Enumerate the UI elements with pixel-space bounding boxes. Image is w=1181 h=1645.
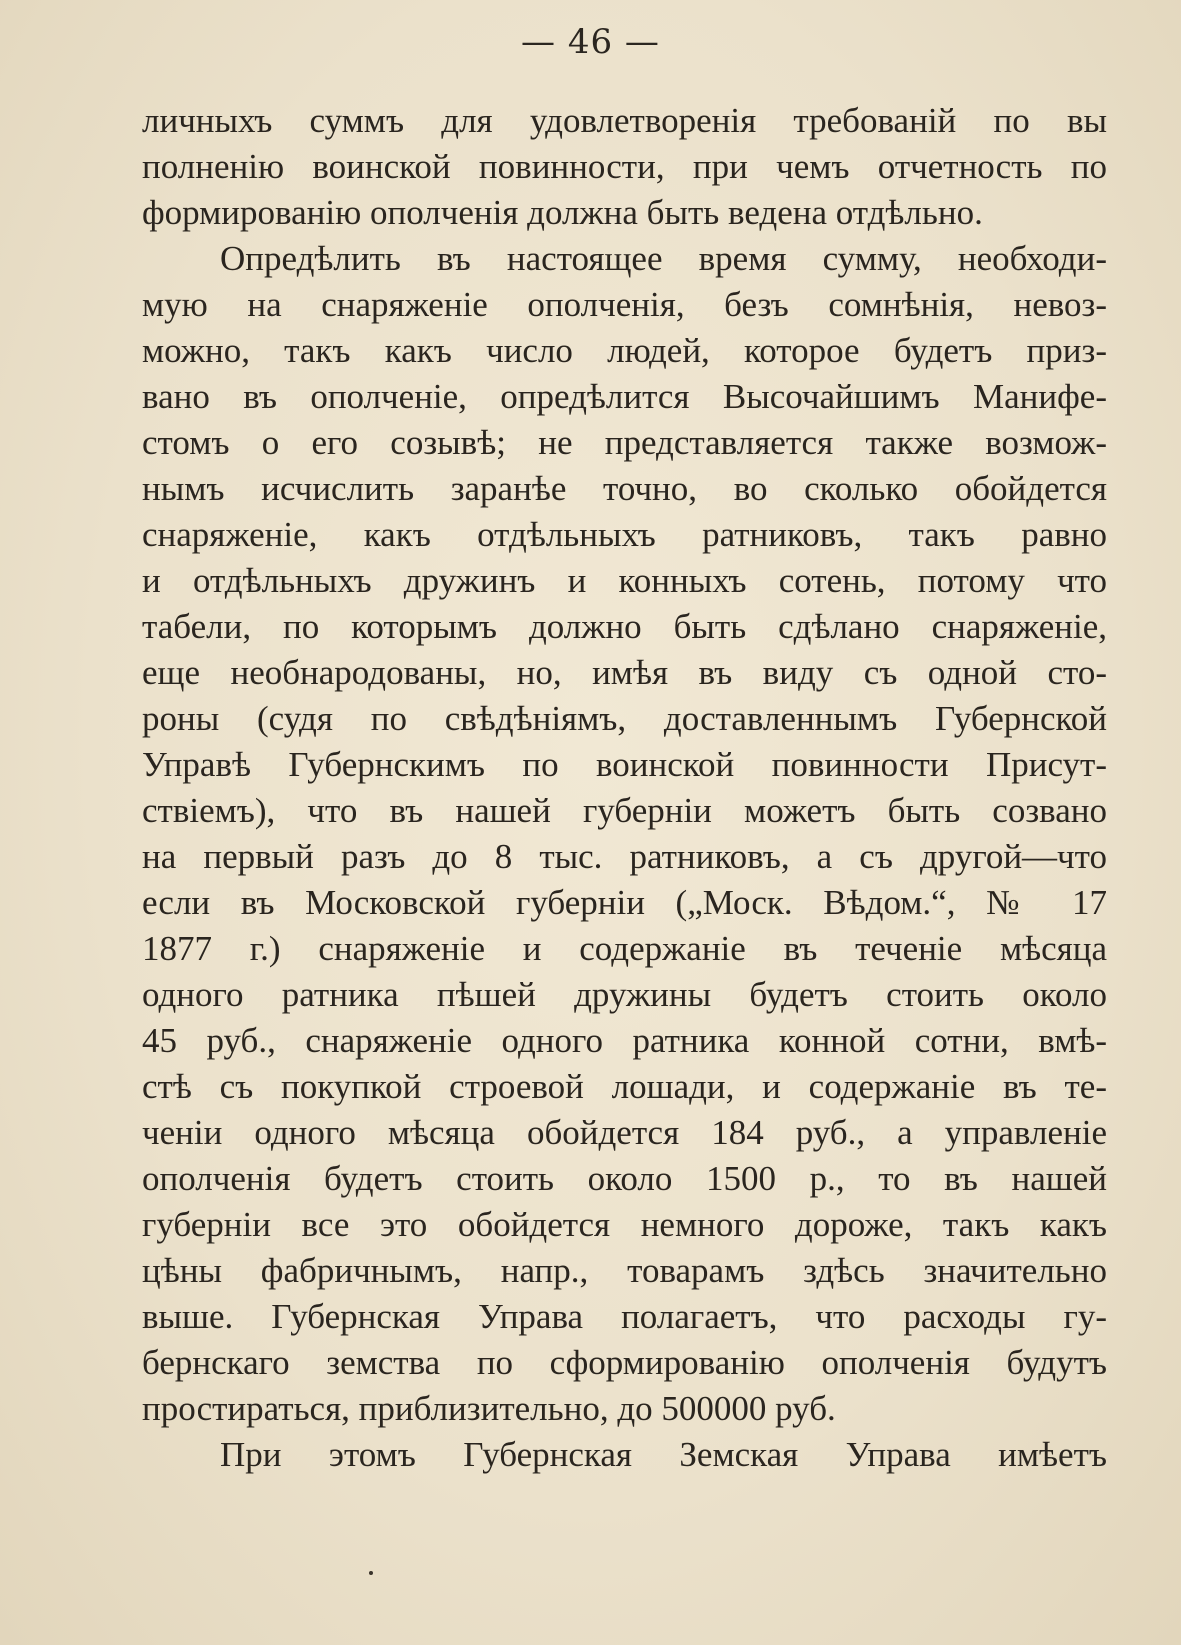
text-line: и отдѣльныхъ дружинъ и конныхъ сотень, потому что [142,561,1107,600]
text-line: нымъ исчислить заранѣе точно, во сколько обойдется [142,469,1107,508]
text-line: роны (судя по свѣдѣніямъ, доставленнымъ Губернской [142,699,1107,738]
text-line: табели, по которымъ должно быть сдѣлано снаряженіе, [142,607,1107,646]
text-line: еще необнародованы, но, имѣя въ виду съ одной сто- [142,653,1107,692]
text-line: выше. Губернская Управа полагаетъ, что расходы гу- [142,1297,1107,1336]
text-line: на первый разъ до 8 тыс. ратниковъ, а съ другой—что [142,837,1107,876]
text-line: мую на снаряженіе ополченія, безъ сомнѣнія, невоз- [142,285,1107,324]
text-line: стѣ съ покупкой строевой лошади, и содержаніе въ те- [142,1067,1107,1106]
text-line: 45 руб., снаряженіе одного ратника конной сотни, вмѣ- [142,1021,1107,1060]
text-line: цѣны фабричнымъ, напр., товарамъ здѣсь значительно [142,1251,1107,1290]
text-line: одного ратника пѣшей дружины будетъ стоить около [142,975,1107,1014]
text-line: формированію ополченія должна быть ведена отдѣльно. [142,193,983,232]
text-line: личныхъ суммъ для удовлетворенія требованій по вы [142,101,1107,140]
text-line: Управѣ Губернскимъ по воинской повинности Присут- [142,745,1107,784]
body-text [142,98,1107,1478]
text-line: 1877 г.) снаряженіе и содержаніе въ теченіе мѣсяца [142,929,1107,968]
text-line: вано въ ополченіе, опредѣлится Высочайшимъ Манифе- [142,377,1107,416]
text-line: простираться, приблизительно, до 500000 руб. [142,1389,836,1428]
text-line: ополченія будетъ стоить около 1500 р., то въ нашей [142,1159,1107,1198]
text-line: губерніи все это обойдется немного дороже, такъ какъ [142,1205,1107,1244]
text-line: бернскаго земства по сформированію ополченія будутъ [142,1343,1107,1382]
text-line: снаряженіе, какъ отдѣльныхъ ратниковъ, такъ равно [142,515,1107,554]
text-line: ствіемъ), что въ нашей губерніи можетъ быть созвано [142,791,1107,830]
text-line: можно, такъ какъ число людей, которое будетъ приз- [142,331,1107,370]
paragraph-start-line: Опредѣлить въ настоящее время сумму, необходи- [220,239,1107,278]
text-line: полненію воинской повинности, при чемъ отчетность по [142,147,1107,186]
text-line: если въ Московской губерніи („Моск. Вѣдом.“, № 17 [142,883,1107,922]
page-number: — 46 — [521,22,660,62]
text-line: ченіи одного мѣсяца обойдется 184 руб., а управленіе [142,1113,1107,1152]
text-line: стомъ о его созывѣ; не представляется также возмож- [142,423,1107,462]
ink-speck [369,1571,373,1575]
paragraph-start-line: При этомъ Губернская Земская Управа имѣетъ [220,1435,1107,1474]
